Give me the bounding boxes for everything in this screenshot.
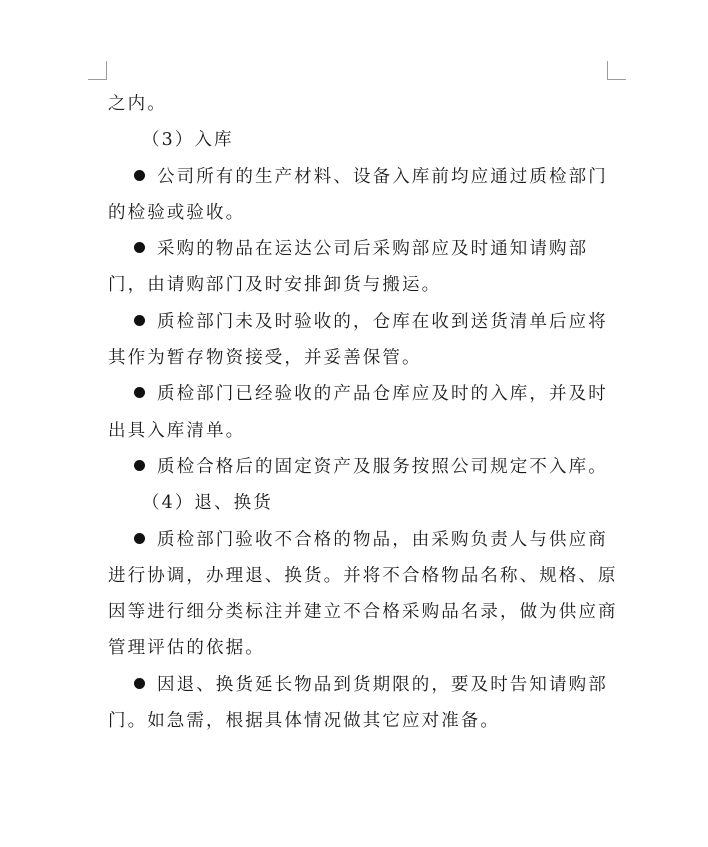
bullet-item <box>108 667 608 703</box>
bullet-icon <box>134 242 145 253</box>
bullet-text: 质检合格后的固定资产及服务按照公司规定不入库。 <box>157 456 608 477</box>
bullet-item <box>108 159 608 195</box>
bullet-text: 质检部门已经验收的产品仓库应及时的入库，并及时 <box>157 384 608 405</box>
bullet-item <box>108 449 608 485</box>
bullet-item <box>108 522 608 558</box>
paragraph-line: 的检验或验收。 <box>108 202 246 223</box>
paragraph-line: 出具入库清单。 <box>108 420 246 441</box>
bullet-icon <box>134 533 145 544</box>
margin-corner-mark-left <box>88 61 107 80</box>
bullet-icon <box>134 460 145 471</box>
bullet-item <box>108 231 608 267</box>
paragraph-line: 门，由请购部门及时安排卸货与搬运。 <box>108 275 442 296</box>
bullet-icon <box>134 678 145 689</box>
paragraph-line: 管理评估的依据。 <box>108 638 265 659</box>
document-body <box>108 86 618 739</box>
bullet-text: 质检部门未及时验收的，仓库在收到送货清单后应将 <box>157 311 608 332</box>
bullet-item <box>108 376 608 412</box>
paragraph-line: 进行协调，办理退、换货。并将不合格物品名称、规格、原 <box>108 565 618 586</box>
paragraph-line: 其作为暂存物资接受，并妥善保管。 <box>108 348 422 369</box>
bullet-icon <box>134 387 145 398</box>
bullet-text: 公司所有的生产材料、设备入库前均应通过质检部门 <box>157 166 608 187</box>
bullet-icon <box>134 170 145 181</box>
paragraph-line: 门。如急需，根据具体情况做其它应对准备。 <box>108 711 500 732</box>
paragraph-line: 之内。 <box>108 94 167 114</box>
bullet-icon <box>134 315 145 326</box>
section-heading-intake: （3）入库 <box>142 130 234 151</box>
bullet-text: 质检部门验收不合格的物品，由采购负责人与供应商 <box>157 529 608 550</box>
paragraph-line: 因等进行细分类标注并建立不合格采购品名录，做为供应商 <box>108 602 618 623</box>
margin-corner-mark-right <box>607 61 626 80</box>
section-heading-returns: （4）退、换货 <box>142 493 273 514</box>
bullet-text: 因退、换货延长物品到货期限的，要及时告知请购部 <box>157 674 608 695</box>
bullet-item <box>108 304 608 340</box>
bullet-text: 采购的物品在运达公司后采购部应及时通知请购部 <box>157 239 589 260</box>
